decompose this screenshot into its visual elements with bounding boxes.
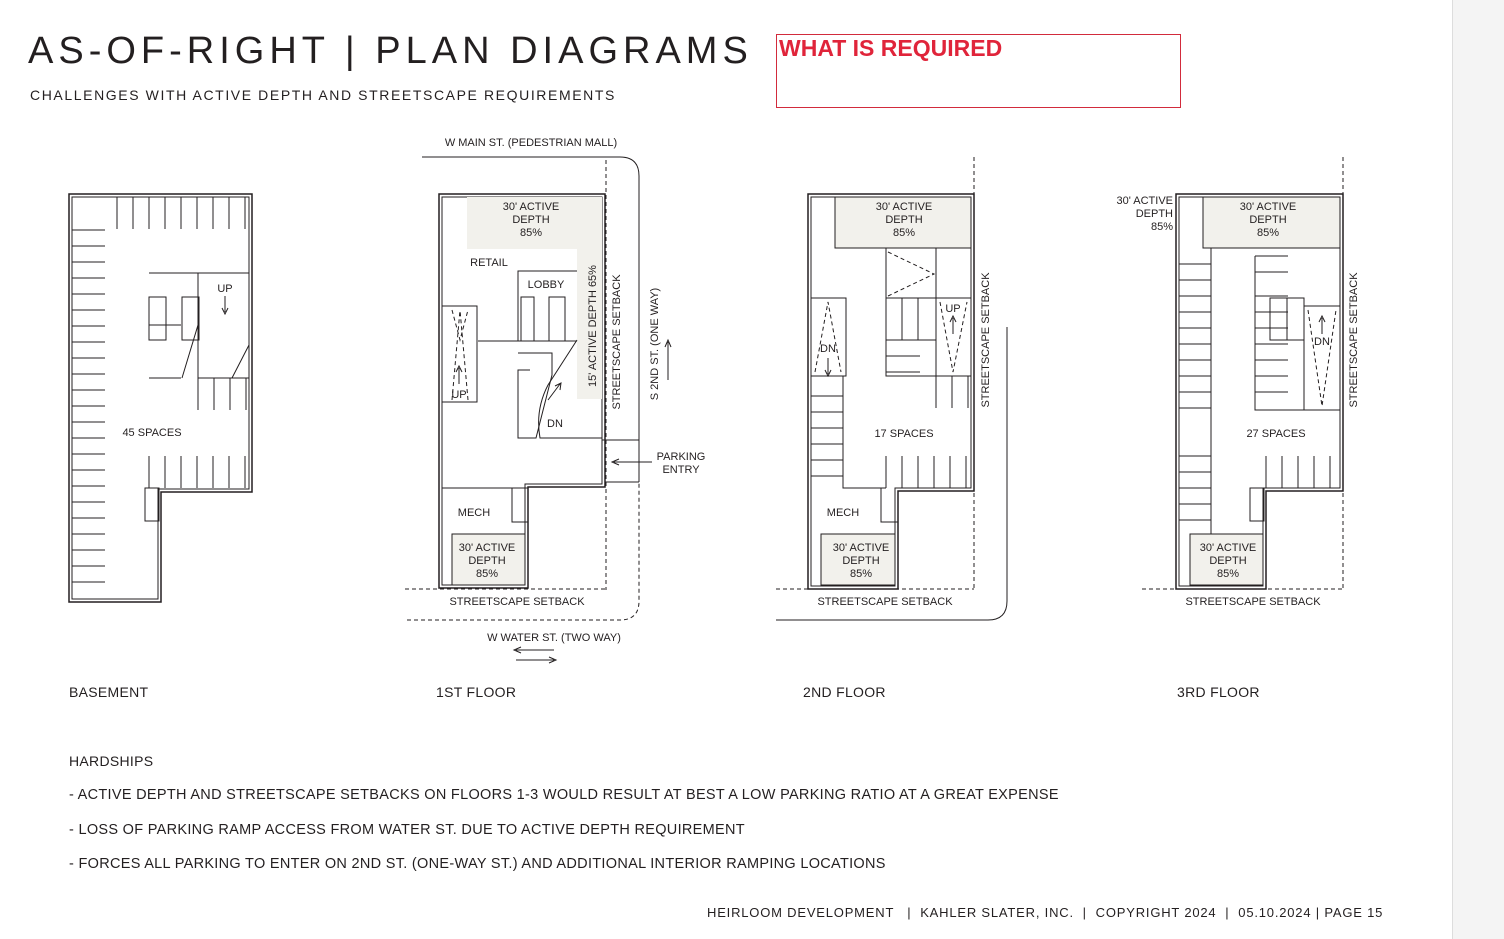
water-street-arrows: [514, 647, 556, 663]
second-mech-label: MECH: [826, 507, 860, 519]
second-stair-flight: [888, 252, 934, 296]
second-stalls-upper: [936, 376, 968, 408]
third-outer-active-line2: DEPTH: [1135, 208, 1173, 220]
first-active-bottom-line1: 30' ACTIVE: [458, 542, 516, 554]
second-stairs: [886, 298, 936, 372]
first-up-arrow: [456, 366, 462, 384]
third-dn-arrow: [1319, 316, 1325, 334]
second-active-line3: 85%: [892, 227, 916, 239]
second-core: [886, 248, 936, 376]
first-active-depth-line2: DEPTH: [512, 214, 550, 226]
basement-stalls-left: [72, 230, 105, 582]
third-active-line1: 30' ACTIVE: [1239, 201, 1297, 213]
third-stalls-bottom: [1266, 456, 1330, 488]
basement-label: BASEMENT: [69, 684, 149, 700]
second-active-bottom-line1: 30' ACTIVE: [832, 542, 890, 554]
second-outline-inner: [811, 197, 971, 586]
basement-outline: [69, 194, 252, 602]
basement-stalls-top: [117, 197, 245, 229]
third-spaces-label: 27 SPACES: [1246, 428, 1306, 440]
third-column: [1250, 488, 1264, 521]
second-active-bottom-line2: DEPTH: [842, 555, 880, 567]
third-floor-plan: [1116, 157, 1360, 608]
third-active-line3: 85%: [1256, 227, 1280, 239]
first-setback-vertical-label: STREETSCAPE SETBACK: [611, 274, 623, 410]
main-street-label: W MAIN ST. (PEDESTRIAN MALL): [444, 137, 618, 149]
basement-stalls-middle: [198, 378, 246, 410]
basement-plan: [69, 194, 252, 602]
second-active-line1: 30' ACTIVE: [875, 201, 933, 213]
third-outer-active-line1: 30' ACTIVE: [1116, 195, 1173, 207]
second-floor-label: 2ND FLOOR: [803, 684, 886, 700]
parking-entry-drive: [602, 440, 639, 482]
hardship-item: - ACTIVE DEPTH AND STREETSCAPE SETBACKS ON FLOORS 1-3 WOULD RESULT AT BEST A LOW PARKING RATIO AT A GREAT EXPENSE: [69, 787, 1059, 803]
third-active-line2: DEPTH: [1249, 214, 1287, 226]
first-active-bottom-line3: 85%: [475, 568, 499, 580]
second-street-label: S 2ND ST. (ONE WAY): [649, 287, 661, 401]
third-core-blocks: [1270, 298, 1304, 340]
second-street-direction-arrow: [665, 340, 671, 380]
second-active-bottom-line3: 85%: [849, 568, 873, 580]
second-up-label: UP: [945, 303, 961, 315]
first-setback-bottom-label: STREETSCAPE SETBACK: [449, 596, 585, 608]
basement-down-arrow: [222, 296, 228, 314]
third-setback-bottom-label: STREETSCAPE SETBACK: [1185, 596, 1321, 608]
basement-spaces-label: 45 SPACES: [122, 427, 182, 439]
water-street-label: W WATER ST. (TWO WAY): [487, 632, 621, 644]
second-active-line2: DEPTH: [885, 214, 923, 226]
third-active-bottom-line3: 85%: [1216, 568, 1240, 580]
second-setback-bottom-label: STREETSCAPE SETBACK: [817, 596, 953, 608]
third-setback-vertical-label: STREETSCAPE SETBACK: [1348, 272, 1360, 408]
second-stalls-lower: [886, 456, 966, 488]
hardship-item: - FORCES ALL PARKING TO ENTER ON 2ND ST. (ONE-WAY ST.) AND ADDITIONAL INTERIOR RAMPING LOCATIONS: [69, 856, 886, 872]
first-up-label: UP: [451, 389, 467, 401]
first-active-15-label: 15' ACTIVE DEPTH 65%: [587, 265, 599, 387]
hardships-title: HARDSHIPS: [69, 753, 154, 769]
basement-ramp: [149, 273, 249, 378]
third-ramp-core: [1255, 256, 1304, 410]
second-dn-label: DN: [820, 343, 836, 355]
first-active-bottom-line2: DEPTH: [468, 555, 506, 567]
lobby-label: LOBBY: [527, 279, 565, 291]
first-up-ramp-arrow: [452, 310, 468, 400]
first-active-depth-line3: 85%: [519, 227, 543, 239]
first-mech-label: MECH: [457, 507, 491, 519]
first-active-depth-line1: 30' ACTIVE: [502, 201, 560, 213]
third-outer-active-line3: 85%: [1150, 221, 1173, 233]
third-dn-label: DN: [1314, 336, 1330, 348]
required-callout-text: WHAT IS REQUIRED: [779, 35, 1003, 61]
page-footer: HEIRLOOM DEVELOPMENT | KAHLER SLATER, INC. | COPYRIGHT 2024 | 05.10.2024 | PAGE 15: [707, 905, 1384, 920]
hardship-item: - LOSS OF PARKING RAMP ACCESS FROM WATER ST. DUE TO ACTIVE DEPTH REQUIREMENT: [69, 822, 745, 838]
first-floor-label: 1ST FLOOR: [436, 684, 517, 700]
first-dn-arrow: [548, 383, 561, 400]
second-up-arrow: [950, 316, 956, 334]
second-setback-vertical-label: STREETSCAPE SETBACK: [980, 272, 992, 408]
third-floor-label: 3RD FLOOR: [1177, 684, 1260, 700]
third-active-bottom-line2: DEPTH: [1209, 555, 1247, 567]
first-floor-plan: [405, 137, 705, 663]
third-active-bottom-line1: 30' ACTIVE: [1199, 542, 1257, 554]
page-title: AS-OF-RIGHT | PLAN DIAGRAMS: [28, 30, 753, 72]
parking-entry-line1: PARKING: [656, 451, 706, 463]
second-spaces-label: 17 SPACES: [874, 428, 934, 440]
page-subtitle: CHALLENGES WITH ACTIVE DEPTH AND STREETSCAPE REQUIREMENTS: [30, 87, 616, 103]
first-dn-label: DN: [547, 418, 563, 430]
parking-entry-arrow: [612, 459, 652, 465]
second-dn-arrow: [825, 358, 831, 376]
second-floor-plan: [776, 157, 1007, 620]
retail-label: RETAIL: [470, 257, 508, 269]
parking-entry-line2: ENTRY: [662, 464, 700, 476]
lobby-stairs: [478, 297, 577, 341]
basement-up-label: UP: [217, 283, 233, 295]
third-stalls-left: [1179, 248, 1211, 540]
